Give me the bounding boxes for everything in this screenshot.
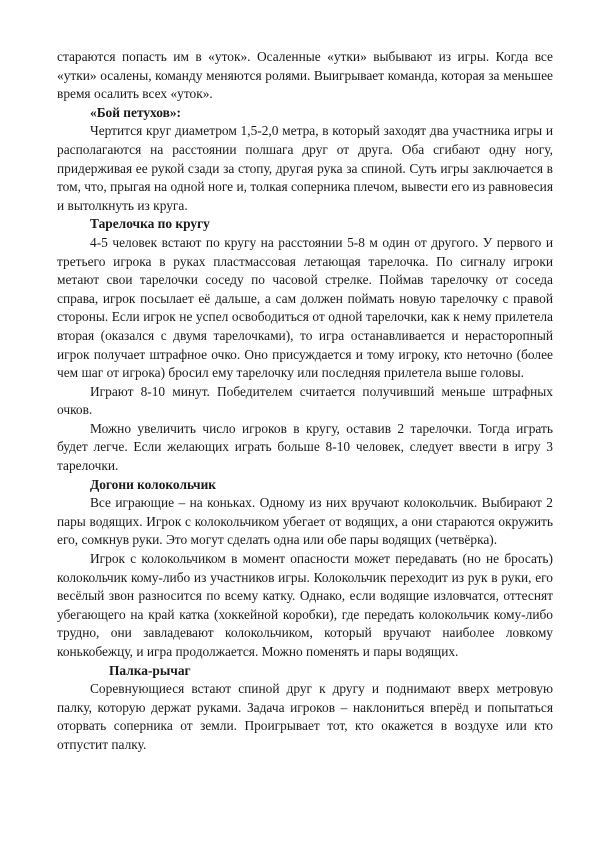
heading-palka-rychag: Палка-рычаг [109,662,191,678]
dogoni-paragraph-2: Игрок с колокольчиком в момент опасности может передавать (но не бросать) колокольчик кому-либо из участников игры. Колокольчик переходит из рук в руки, его весёлый звон разносится по всему катку. Однако, если водящие изловчатся, оттеснят убегающего на край катка (хоккейной коробки), где передать колокольчик кому-либо трудно, они завладевают колокольчиком, который вручают наиболее ловкому конькобежцу, и игра продолжается. Можно поменять и пары водящих. [57,551,553,659]
heading-tarelochka: Тарелочка по кругу [90,216,210,232]
palka-paragraph: Соревнующиеся встают спиной друг к другу и поднимают вверх метровую палку, которую держат руками. Задача игроков – наклониться вперёд и попытаться оторвать соперника от земли. Проигрывает тот, кто окажется в воздухе или кто отпустит палку. [57,681,553,752]
heading-boy-petuhov: «Бой петухов»: [90,104,181,120]
tarelochka-paragraph-1: 4-5 человек встают по кругу на расстоянии 5-8 м один от другого. У первого и третьего игрока в руках пластмассовая летающая тарелочка. По сигналу игроки метают свои тарелочки соседу по часовой стрелке. Поймав тарелочку от соседа справа, игрок посылает её дальше, а сам должен поймать новую тарелочку с правой стороны. Если игрок не успел освободиться от одной тарелочки, как к нему прилетела вторая (оказался с двумя тарелочками), то игра останавливается и нерасторопный игрок получает штрафное очко. Оно присуждается и тому игроку, кто неточно (более чем шаг от игрока) бросил ему тарелочку или последняя прилетела выше головы. [57,234,553,381]
heading-dogoni-kolokolchik: Догони колокольчик [90,476,217,492]
boy-petuhov-paragraph: Чертится круг диаметром 1,5-2,0 метра, в который заходят два участника игры и располагаются на расстоянии полшага друг от друга. Оба сгибают одну ногу, придерживая ее рукой сзади за стопу, другая рука за спиной. Суть игры заключается в том, что, прыгая на одной ноге и, толкая соперника плечом, вывести его из равновесия и вытолкнуть из круга. [57,123,553,213]
tarelochka-paragraph-2: Играют 8-10 минут. Победителем считается получивший меньше штрафных очков. [57,383,553,418]
tarelochka-paragraph-3: Можно увеличить число игроков в кругу, оставив 2 тарелочки. Тогда играть будет легче. Если желающих играть больше 8-10 человек, следует ввести в игру 3 тарелочки. [57,420,553,474]
text-column [57,48,553,755]
intro-paragraph: стараются попасть им в «уток». Осаленные «утки» выбывают из игры. Когда все «утки» осалены, команду меняются ролями. Выигрывает команда, которая за меньшее время осалить всех «уток». [57,49,553,102]
dogoni-paragraph-1: Все играющие – на коньках. Одному из них вручают колокольчик. Выбирают 2 пары водящих. Игрок с колокольчиком убегает от водящих, а они стараются окружить его, сомкнув руки. Это могут сделать одна или обе пары водящих (четвёрка). [57,495,553,548]
